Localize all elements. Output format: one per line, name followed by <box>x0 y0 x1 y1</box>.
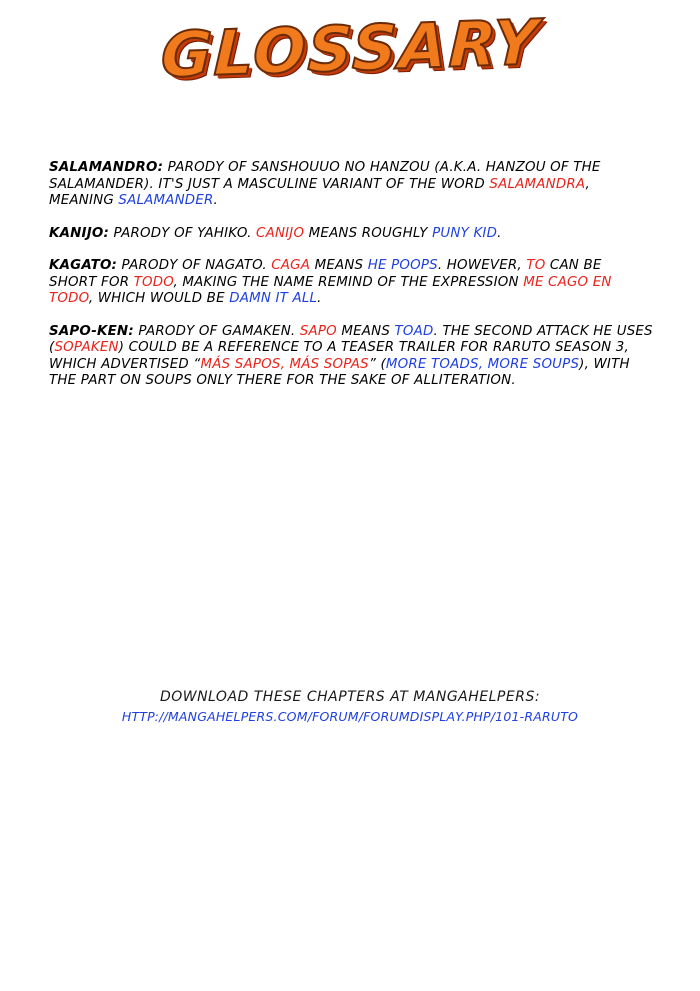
glossary-list <box>49 160 653 406</box>
glossary-entry-salamandro <box>49 160 653 210</box>
entry-text: , WHICH WOULD BE <box>88 291 230 306</box>
spanish-word: SALAMANDRA <box>489 176 586 192</box>
glossary-entry-sapo-ken <box>49 324 653 390</box>
spanish-word: SAPO <box>299 323 337 339</box>
page-title: GLOSSARY <box>159 5 541 92</box>
download-link[interactable]: HTTP://MANGAHELPERS.COM/FORUM/FORUMDISPLAY.PHP/101-RARUTO <box>121 709 579 724</box>
spanish-word: CAGA <box>271 258 311 273</box>
entry-text: . <box>213 193 218 208</box>
entry-text: PARODY OF NAGATO. <box>117 258 272 273</box>
entry-text: . HOWEVER, <box>437 258 527 273</box>
glossary-entry-kanijo <box>49 226 653 243</box>
spanish-word: SOPAKEN <box>54 340 119 355</box>
entry-text: MEANS <box>310 258 368 273</box>
entry-text: MEANS ROUGHLY <box>304 225 433 241</box>
entry-text: MEANS <box>336 323 395 339</box>
entry-text: . THE SECOND ATTACK HE USES ( <box>49 323 653 355</box>
entry-text: PARODY OF YAHIKO. <box>109 225 257 241</box>
english-meaning: HE POOPS <box>367 258 438 273</box>
entry-text: . <box>317 291 322 306</box>
english-meaning: DAMN IT ALL <box>229 291 318 306</box>
entry-term: KAGATO: <box>49 258 118 273</box>
spanish-word: TO <box>526 258 546 273</box>
entry-text: ) COULD BE A REFERENCE TO A TEASER TRAILER FOR RARUTO SEASON 3, WHICH ADVERTISED “ <box>49 340 629 372</box>
download-label: DOWNLOAD THESE CHAPTERS AT MANGAHELPERS: <box>159 689 541 705</box>
spanish-word: CANIJO <box>256 225 305 241</box>
entry-text: , MAKING THE NAME REMIND OF THE EXPRESSION <box>173 274 524 290</box>
entry-text: ), WITH THE PART ON SOUPS ONLY THERE FOR THE SAKE OF ALLITERATION. <box>49 356 630 388</box>
entry-text: PARODY OF SANSHOUUO NO HANZOU (A.K.A. HANZOU OF THE SALAMANDER). IT'S JUST A MASCULINE VARIANT OF THE WORD <box>49 160 601 192</box>
download-footer <box>0 688 700 725</box>
page-title-container <box>0 5 700 94</box>
glossary-entry-kagato <box>49 258 653 308</box>
english-meaning: PUNY KID <box>432 225 498 241</box>
entry-text: ” ( <box>368 356 386 372</box>
spanish-word: TODO <box>133 274 174 290</box>
entry-term: SAPO-KEN: <box>49 323 134 339</box>
english-meaning: TOAD <box>394 323 434 339</box>
entry-text: . <box>497 225 502 241</box>
spanish-phrase: ME CAGO EN TODO <box>49 274 612 306</box>
entry-text: , MEANING <box>49 176 590 208</box>
entry-text: CAN BE SHORT FOR <box>49 258 602 290</box>
entry-term: SALAMANDRO: <box>49 160 164 175</box>
entry-term: KANIJO: <box>49 225 110 241</box>
entry-text: PARODY OF GAMAKEN. <box>133 323 300 339</box>
english-meaning: MORE TOADS, MORE SOUPS <box>385 356 580 372</box>
spanish-phrase: MÁS SAPOS, MÁS SOPAS <box>200 356 369 372</box>
english-meaning: SALAMANDER <box>118 193 214 208</box>
